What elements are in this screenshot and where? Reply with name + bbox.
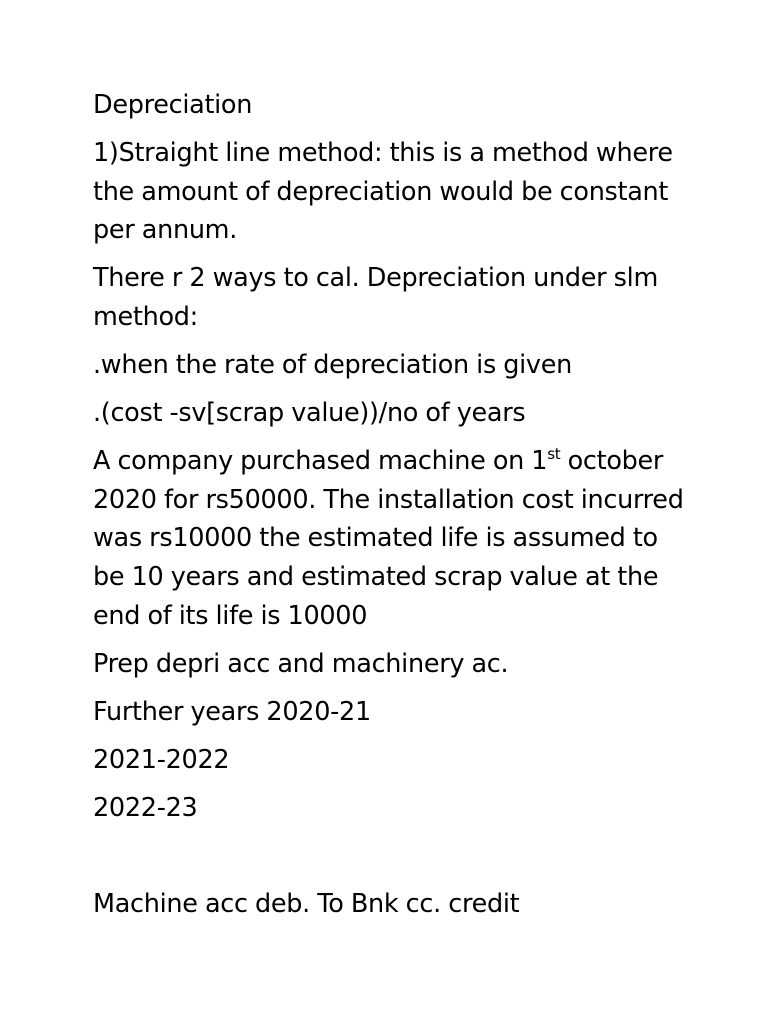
blank-line xyxy=(93,837,693,876)
problem-statement xyxy=(93,442,693,635)
problem-part-2: october 2020 for rs50000. The installation cost incurred was rs10000 the estimated life is assumed to be 10 years and estimated scrap value at the end of its life is 10000 xyxy=(93,446,684,631)
way-rate-given: .when the rate of depreciation is given xyxy=(93,350,572,381)
year-2022-23: 2022-23 xyxy=(93,793,198,823)
journal-entry: Machine acc deb. To Bnk cc. credit xyxy=(93,889,520,920)
document-body xyxy=(93,86,693,933)
ways-intro: There r 2 ways to cal. Depreciation under slm method: xyxy=(93,263,658,332)
ordinal-superscript: st xyxy=(547,445,561,464)
way-formula: .(cost -sv[scrap value))/no of years xyxy=(93,398,526,429)
year-2021-2022: 2021-2022 xyxy=(93,744,230,775)
document-title: Depreciation xyxy=(93,90,253,120)
slm-definition: 1)Straight line method: this is a method where the amount of depreciation would be constant per annum. xyxy=(93,138,673,246)
task-statement: Prep depri acc and machinery ac. xyxy=(93,648,509,679)
years-intro: Further years 2020-21 xyxy=(93,696,371,727)
problem-part-1: A company purchased machine on 1 xyxy=(93,446,548,477)
